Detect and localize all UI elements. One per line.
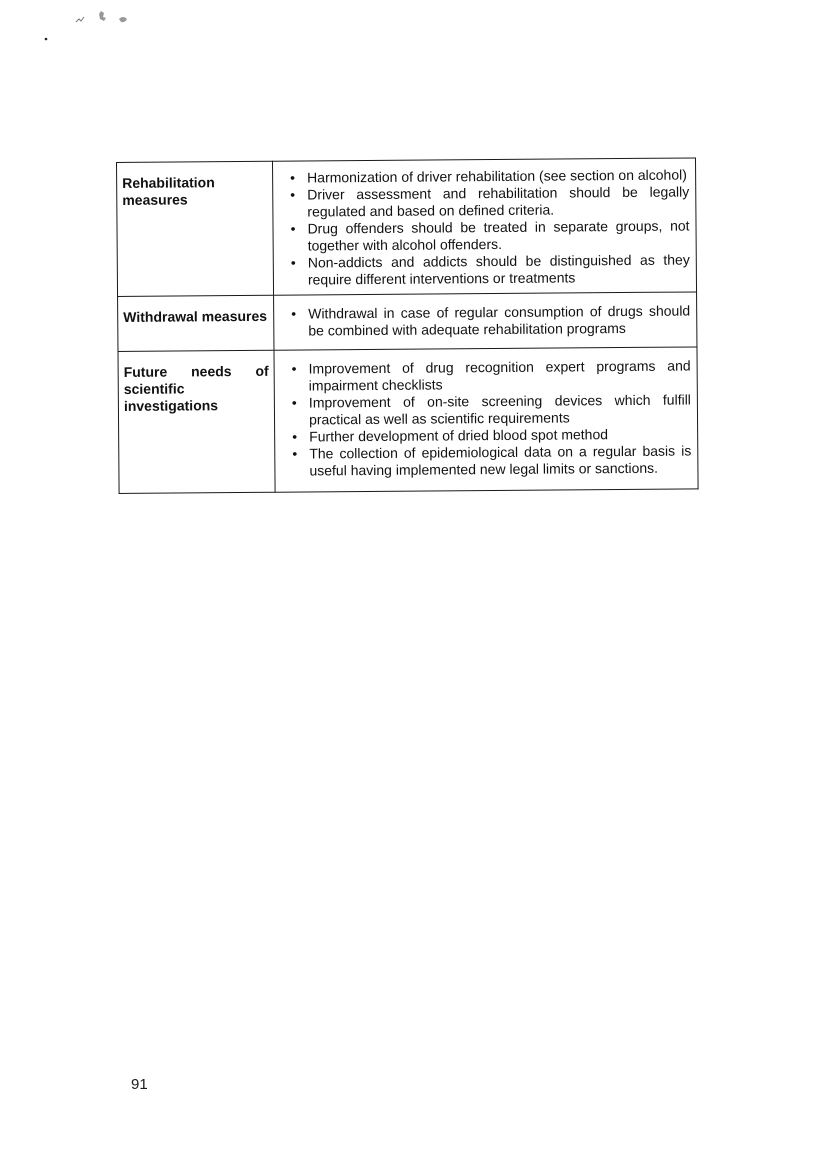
row-label: Withdrawal measures (118, 295, 274, 351)
list-item: • Improvement of drug recognition expert programs and impairment checklists (309, 357, 691, 394)
table-row (118, 347, 698, 494)
list-item: • Non-addicts and addicts should be distinguished as they require different interventions or treatments (308, 251, 690, 288)
bullet-list (274, 302, 690, 339)
row-label: Future needs of scientific investigations (118, 350, 275, 493)
page-number: 91 (131, 1076, 148, 1093)
row-label: Rehabilitation measures (117, 161, 274, 296)
list-item: • Driver assessment and rehabilitation should be legally regulated and based on defined criteria. (307, 183, 689, 220)
row-content (272, 158, 696, 295)
bullet-list (273, 166, 690, 288)
scan-speck (119, 17, 127, 22)
bullet-list (275, 357, 692, 479)
list-item: • Harmonization of driver rehabilitation (see section on alcohol) (307, 166, 689, 186)
list-item: • Further development of dried blood spot method (309, 425, 691, 445)
scan-speck (76, 17, 84, 22)
scan-dot (45, 38, 48, 41)
list-item: • Drug offenders should be treated in separate groups, not together with alcohol offenders. (307, 217, 689, 254)
table-row (117, 158, 697, 297)
list-item: • Improvement of on-site screening devices which fulfill practical as well as scientific requirements (309, 391, 691, 428)
row-content (274, 292, 697, 350)
recommendations-table (116, 157, 699, 494)
table-row (118, 292, 697, 352)
row-content (274, 347, 698, 492)
scan-speck (99, 11, 106, 21)
list-item: • Withdrawal in case of regular consumption of drugs should be combined with adequate rehabilitation programs (308, 302, 690, 339)
scan-artifacts (0, 0, 160, 50)
list-item: • The collection of epidemiological data on a regular basis is useful having implemented new legal limits or sanctions. (309, 442, 691, 479)
recommendations-table-container (116, 157, 699, 494)
